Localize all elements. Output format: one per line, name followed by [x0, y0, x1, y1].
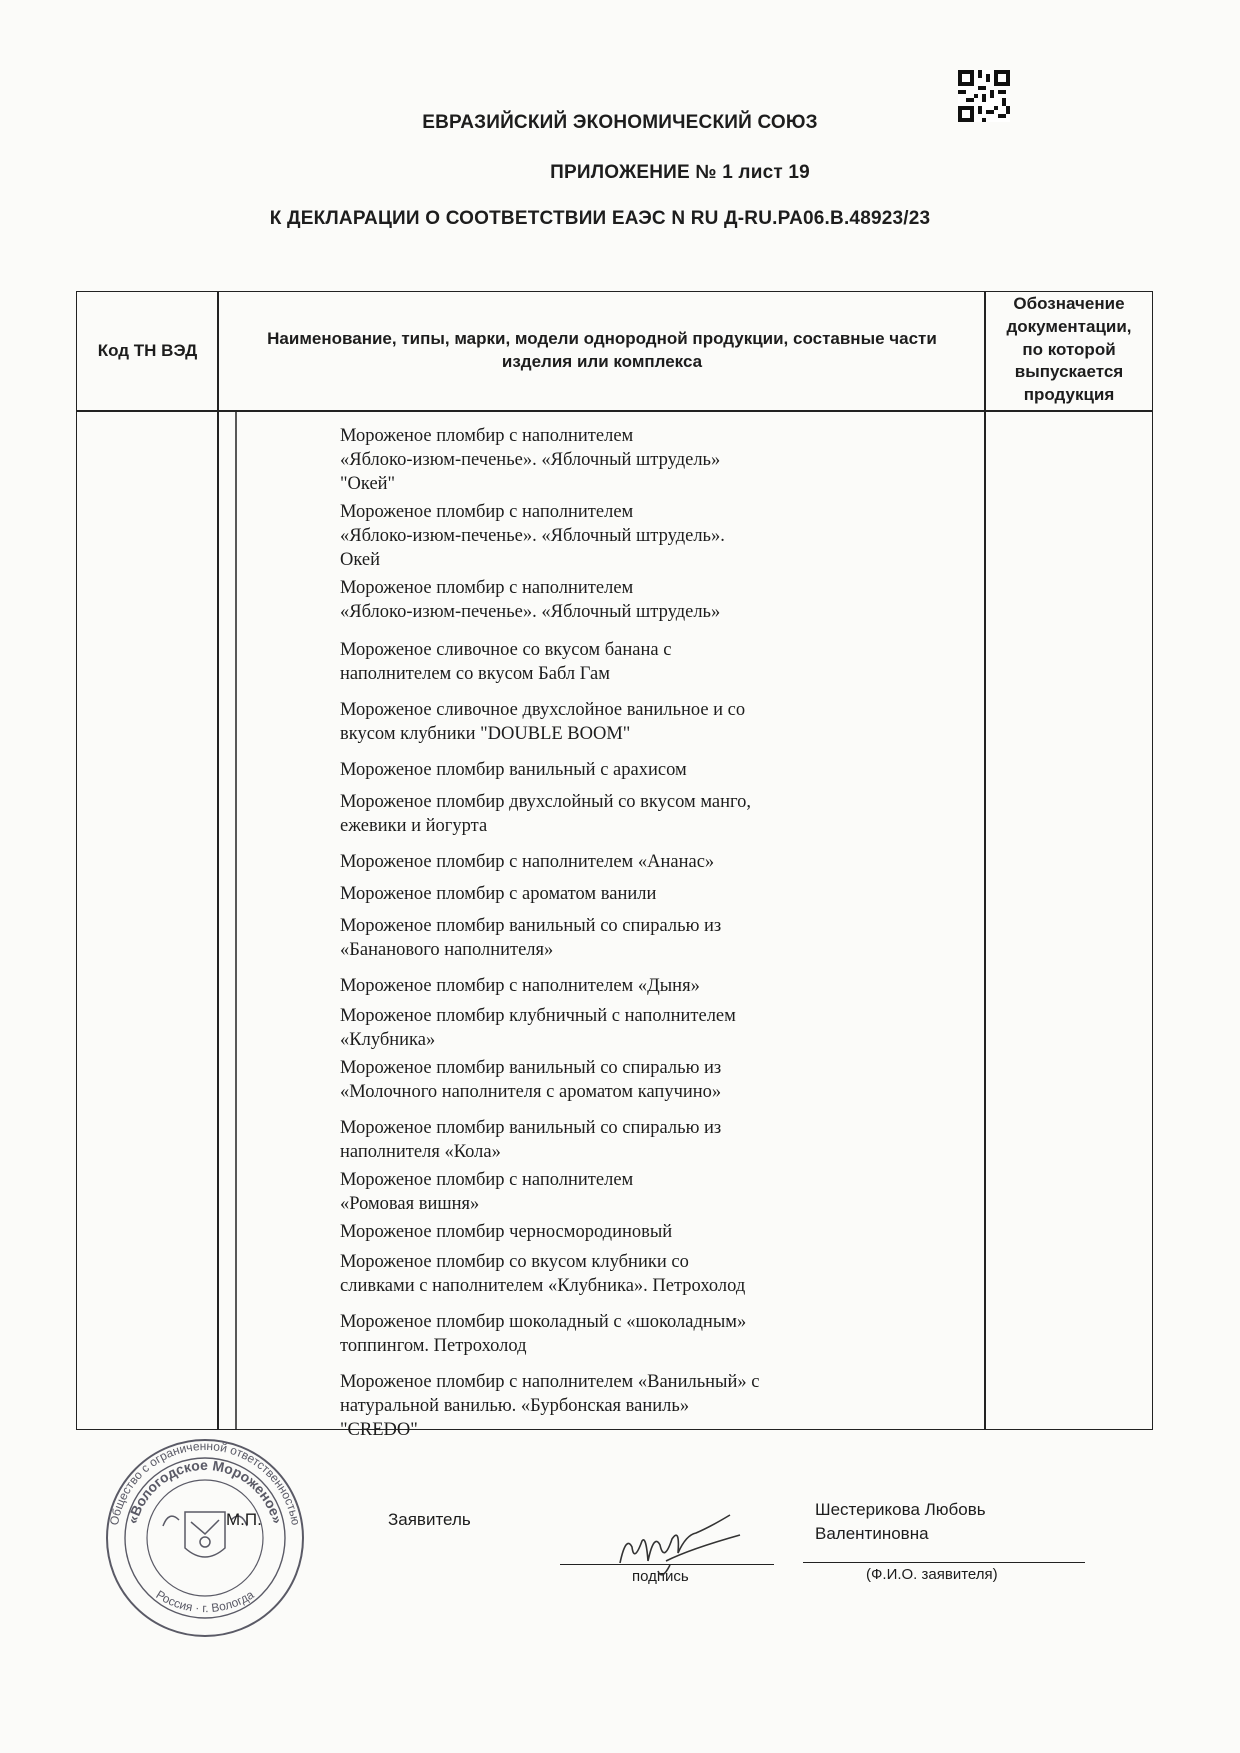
- column-header-name: Наименование, типы, марки, модели однородной продукции, составные части изделия или комплекса: [267, 329, 937, 371]
- table-header-divider: [76, 410, 1153, 412]
- column-header-docs: Обозначение документации, по которой выпускается продукция: [1006, 293, 1132, 405]
- list-item: Мороженое пломбир клубничный с наполнителем «Клубника»: [340, 1006, 736, 1050]
- applicant-label: Заявитель: [388, 1510, 471, 1529]
- product-list: [340, 424, 970, 1442]
- list-item: Мороженое пломбир с наполнителем «Ананас»: [340, 852, 715, 872]
- list-item: Мороженое пломбир черносмородиновый: [340, 1222, 673, 1242]
- stamp-company-name: «Вологодское Мороженое»: [124, 1456, 286, 1526]
- list-item: Мороженое сливочное со вкусом банана с наполнителем со вкусом Бабл Гам: [340, 640, 672, 684]
- list-item: Мороженое пломбир со вкусом клубники со сливками с наполнителем «Клубника». Петрохолод: [340, 1252, 746, 1296]
- fio-label: (Ф.И.О. заявителя): [866, 1566, 998, 1583]
- list-item: Мороженое сливочное двухслойное ванильное и со вкусом клубники "DOUBLE BOOM": [340, 700, 746, 744]
- list-item: Мороженое пломбир ванильный с арахисом: [340, 760, 687, 780]
- list-item: Мороженое пломбир ванильный со спиралью из наполнителя «Кола»: [340, 1118, 722, 1162]
- stamp-mp-label: М.П.: [226, 1510, 262, 1529]
- handwritten-signature: [600, 1505, 750, 1585]
- applicant-name-line1: Шестерикова Любовь: [815, 1500, 986, 1519]
- column-header-code: Код ТН ВЭД: [97, 340, 198, 360]
- list-item: Мороженое пломбир с наполнителем «Ромовая вишня»: [340, 1170, 634, 1214]
- list-item: Мороженое пломбир ванильный со спиралью из «Молочного наполнителя с ароматом капучино»: [340, 1058, 722, 1102]
- svg-text:Россия · г. Вологда: [154, 1587, 257, 1615]
- list-item: Мороженое пломбир с наполнителем «Дыня»: [340, 976, 700, 996]
- list-item: Мороженое пломбир с наполнителем «Яблоко-изюм-печенье». «Яблочный штрудель»: [340, 578, 721, 622]
- declaration-title: К ДЕКЛАРАЦИИ О СООТВЕТСТВИИ ЕАЭС N RU Д-RU.PA06.B.48923/23: [269, 208, 931, 229]
- company-stamp: [95, 1430, 315, 1640]
- fio-line: [803, 1562, 1085, 1563]
- table-inner-line: [235, 410, 237, 1430]
- appendix-title: ПРИЛОЖЕНИЕ № 1 лист 19: [550, 162, 810, 183]
- list-item: Мороженое пломбир двухслойный со вкусом манго, ежевики и йогурта: [340, 792, 752, 836]
- applicant-name-line2: Валентиновна: [815, 1524, 929, 1543]
- list-item: Мороженое пломбир с наполнителем «Ванильный» с натуральной ванилью. «Бурбонская ваниль» "CREDO": [340, 1372, 760, 1440]
- table-divider: [217, 291, 219, 1430]
- list-item: Мороженое пломбир с ароматом ванили: [340, 884, 657, 904]
- signature-label: подпись: [632, 1568, 689, 1585]
- stamp-ring-text: Общество с ограниченной ответственностью: [106, 1438, 304, 1527]
- list-item: Мороженое пломбир шоколадный с «шоколадным» топпингом. Петрохолод: [340, 1312, 747, 1356]
- table-divider: [984, 291, 986, 1430]
- stamp-city: Россия · г. Вологда: [153, 1587, 257, 1616]
- list-item: Мороженое пломбир ванильный со спиралью из «Бананового наполнителя»: [340, 916, 722, 960]
- list-item: Мороженое пломбир с наполнителем «Яблоко-изюм-печенье». «Яблочный штрудель». Окей: [340, 502, 725, 570]
- union-title: ЕВРАЗИЙСКИЙ ЭКОНОМИЧЕСКИЙ СОЮЗ: [422, 112, 818, 133]
- list-item: Мороженое пломбир с наполнителем «Яблоко-изюм-печенье». «Яблочный штрудель» "Окей": [340, 426, 721, 494]
